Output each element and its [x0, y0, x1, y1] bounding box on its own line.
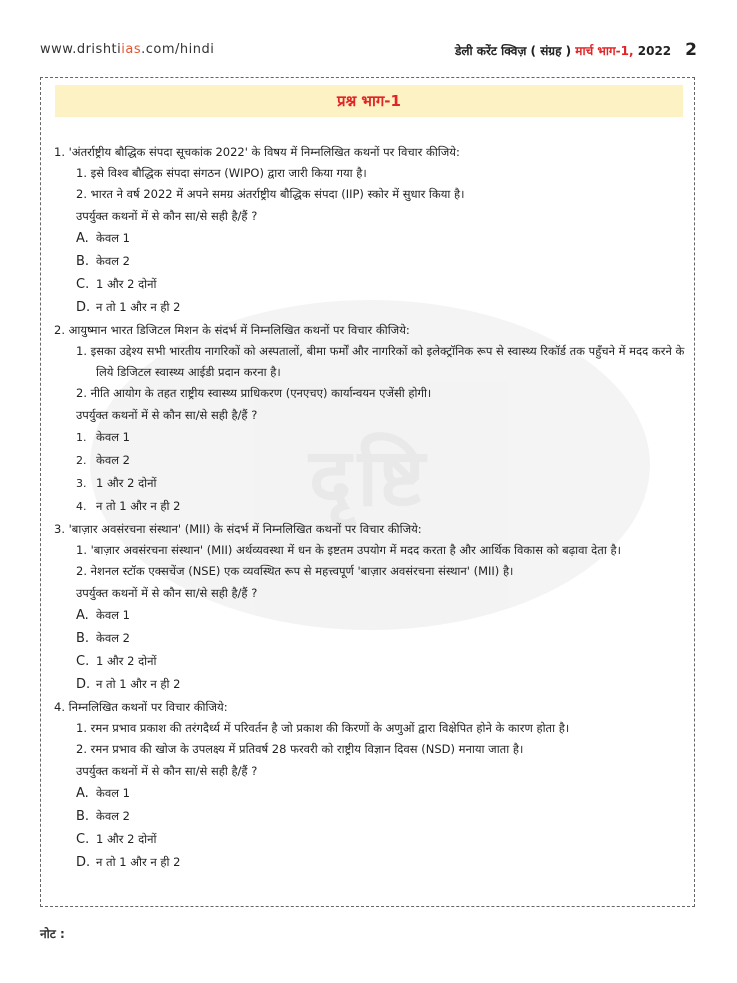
question-block: [54, 518, 686, 696]
option-text: न तो 1 और न ही 2: [96, 300, 181, 314]
question-statement: 1. इसका उद्देश्य सभी भारतीय नागरिकों को अस्पतालों, बीमा फर्मों और नागरिकों को इलेक्ट्रॉनिक रूप से स्वास्थ्य रिकॉर्ड तक पहुँचने में मदद करने के लिये डिजिटल स्वास्थ्य आईडी प्रदान करना है।: [76, 344, 685, 379]
option-text: 1 और 2 दोनों: [96, 654, 157, 668]
option-text: केवल 1: [96, 231, 130, 245]
option-key: 2.: [76, 454, 87, 467]
option-key: B.: [76, 254, 90, 269]
question-statement: 2. नेशनल स्टॉक एक्सचेंज (NSE) एक व्यवस्थित रूप से महत्त्वपूर्ण 'बाज़ार अवसंरचना संस्थान' (MII) है।: [76, 564, 514, 578]
option-text: न तो 1 और न ही 2: [96, 677, 181, 691]
header-title-accent: मार्च भाग-1,: [575, 44, 634, 58]
question-statement: 1. इसे विश्व बौद्धिक संपदा संगठन (WIPO) द्वारा जारी किया गया है।: [76, 166, 367, 180]
option-key: D.: [76, 677, 91, 692]
header-title-prefix: डेली करेंट क्विज़ ( संग्रह ): [454, 44, 576, 58]
option-key: A.: [76, 786, 89, 801]
option-key: 4.: [76, 500, 87, 513]
header-title: [455, 40, 697, 60]
question-list: [54, 141, 686, 874]
answer-option[interactable]: [54, 851, 686, 874]
answer-option[interactable]: [54, 472, 686, 495]
option-key: D.: [76, 855, 91, 870]
question-block: [54, 319, 686, 518]
answer-option[interactable]: [54, 250, 686, 273]
question-statement: 1. रमन प्रभाव प्रकाश की तरंगदैर्ध्य में परिवर्तन है जो प्रकाश की किरणों के अणुओं द्वारा विक्षेपित होने के कारण होता है।: [76, 721, 570, 735]
question-stem: 3. 'बाज़ार अवसंरचना संस्थान' (MII) के संदर्भ में निम्नलिखित कथनों पर विचार कीजिये:: [54, 522, 422, 536]
option-key: B.: [76, 631, 90, 646]
answer-option[interactable]: [54, 673, 686, 696]
option-key: A.: [76, 608, 89, 623]
question-stem: 1. 'अंतर्राष्ट्रीय बौद्धिक संपदा सूचकांक 2022' के विषय में निम्नलिखित कथनों पर विचार कीजिये:: [54, 145, 460, 159]
question-statement: 2. भारत ने वर्ष 2022 में अपने समग्र अंतर्राष्ट्रीय बौद्धिक संपदा (IIP) स्कोर में सुधार किया है।: [76, 187, 465, 201]
page-header: [40, 42, 697, 62]
option-text: केवल 1: [96, 608, 130, 622]
option-key: 3.: [76, 477, 87, 490]
option-text: केवल 1: [96, 430, 130, 444]
option-key: C.: [76, 277, 90, 292]
option-text: न तो 1 और न ही 2: [96, 499, 181, 513]
answer-option[interactable]: [54, 296, 686, 319]
note-label: नोट :: [40, 927, 65, 941]
question-block: [54, 141, 686, 319]
answer-option[interactable]: [54, 650, 686, 673]
option-key: 1.: [76, 431, 87, 444]
page-number: 2: [685, 40, 697, 60]
option-key: A.: [76, 231, 89, 246]
answer-option[interactable]: [54, 627, 686, 650]
option-text: 1 और 2 दोनों: [96, 832, 157, 846]
answer-option[interactable]: [54, 426, 686, 449]
question-stem: 4. निम्नलिखित कथनों पर विचार कीजिये:: [54, 700, 228, 714]
option-key: C.: [76, 832, 90, 847]
option-text: न तो 1 और न ही 2: [96, 855, 181, 869]
option-text: केवल 2: [96, 453, 130, 467]
question-ask: उपर्युक्त कथनों में से कौन सा/से सही है/हैं ?: [76, 408, 258, 422]
option-text: केवल 2: [96, 254, 130, 268]
option-key: D.: [76, 300, 91, 315]
section-banner: प्रश्न भाग-1: [55, 85, 683, 117]
site-accent: ias: [121, 42, 142, 57]
option-key: C.: [76, 654, 90, 669]
site-prefix: www.drishti: [40, 42, 122, 57]
question-block: [54, 696, 686, 874]
question-stem: 2. आयुष्मान भारत डिजिटल मिशन के संदर्भ में निम्नलिखित कथनों पर विचार कीजिये:: [54, 323, 410, 337]
question-ask: उपर्युक्त कथनों में से कौन सा/से सही है/हैं ?: [76, 209, 258, 223]
question-statement: 1. 'बाज़ार अवसंरचना संस्थान' (MII) अर्थव्यवस्था में धन के इष्टतम उपयोग में मदद करता है और आर्थिक विकास को बढ़ावा देता है।: [76, 543, 621, 557]
option-text: केवल 2: [96, 809, 130, 823]
question-statement: 2. नीति आयोग के तहत राष्ट्रीय स्वास्थ्य प्राधिकरण (एनएचए) कार्यान्वयन एजेंसी होगी।: [76, 386, 432, 400]
question-statement: 2. रमन प्रभाव की खोज के उपलक्ष्य में प्रतिवर्ष 28 फरवरी को राष्ट्रीय विज्ञान दिवस (NSD) मनाया जाता है।: [76, 742, 524, 756]
answer-option[interactable]: [54, 495, 686, 518]
option-text: केवल 2: [96, 631, 130, 645]
question-ask: उपर्युक्त कथनों में से कौन सा/से सही है/हैं ?: [76, 764, 258, 778]
answer-option[interactable]: [54, 828, 686, 851]
header-title-year: 2022: [633, 44, 672, 58]
site-suffix: .com/hindi: [141, 42, 215, 57]
site-url[interactable]: [40, 42, 214, 57]
answer-option[interactable]: [54, 782, 686, 805]
watermark-text: दृष्टि: [309, 431, 431, 524]
answer-option[interactable]: [54, 227, 686, 250]
option-text: केवल 1: [96, 786, 130, 800]
answer-option[interactable]: [54, 449, 686, 472]
answer-option[interactable]: [54, 805, 686, 828]
question-ask: उपर्युक्त कथनों में से कौन सा/से सही है/हैं ?: [76, 586, 258, 600]
option-text: 1 और 2 दोनों: [96, 277, 157, 291]
answer-option[interactable]: [54, 604, 686, 627]
answer-option[interactable]: [54, 273, 686, 296]
option-text: 1 और 2 दोनों: [96, 476, 157, 490]
option-key: B.: [76, 809, 90, 824]
